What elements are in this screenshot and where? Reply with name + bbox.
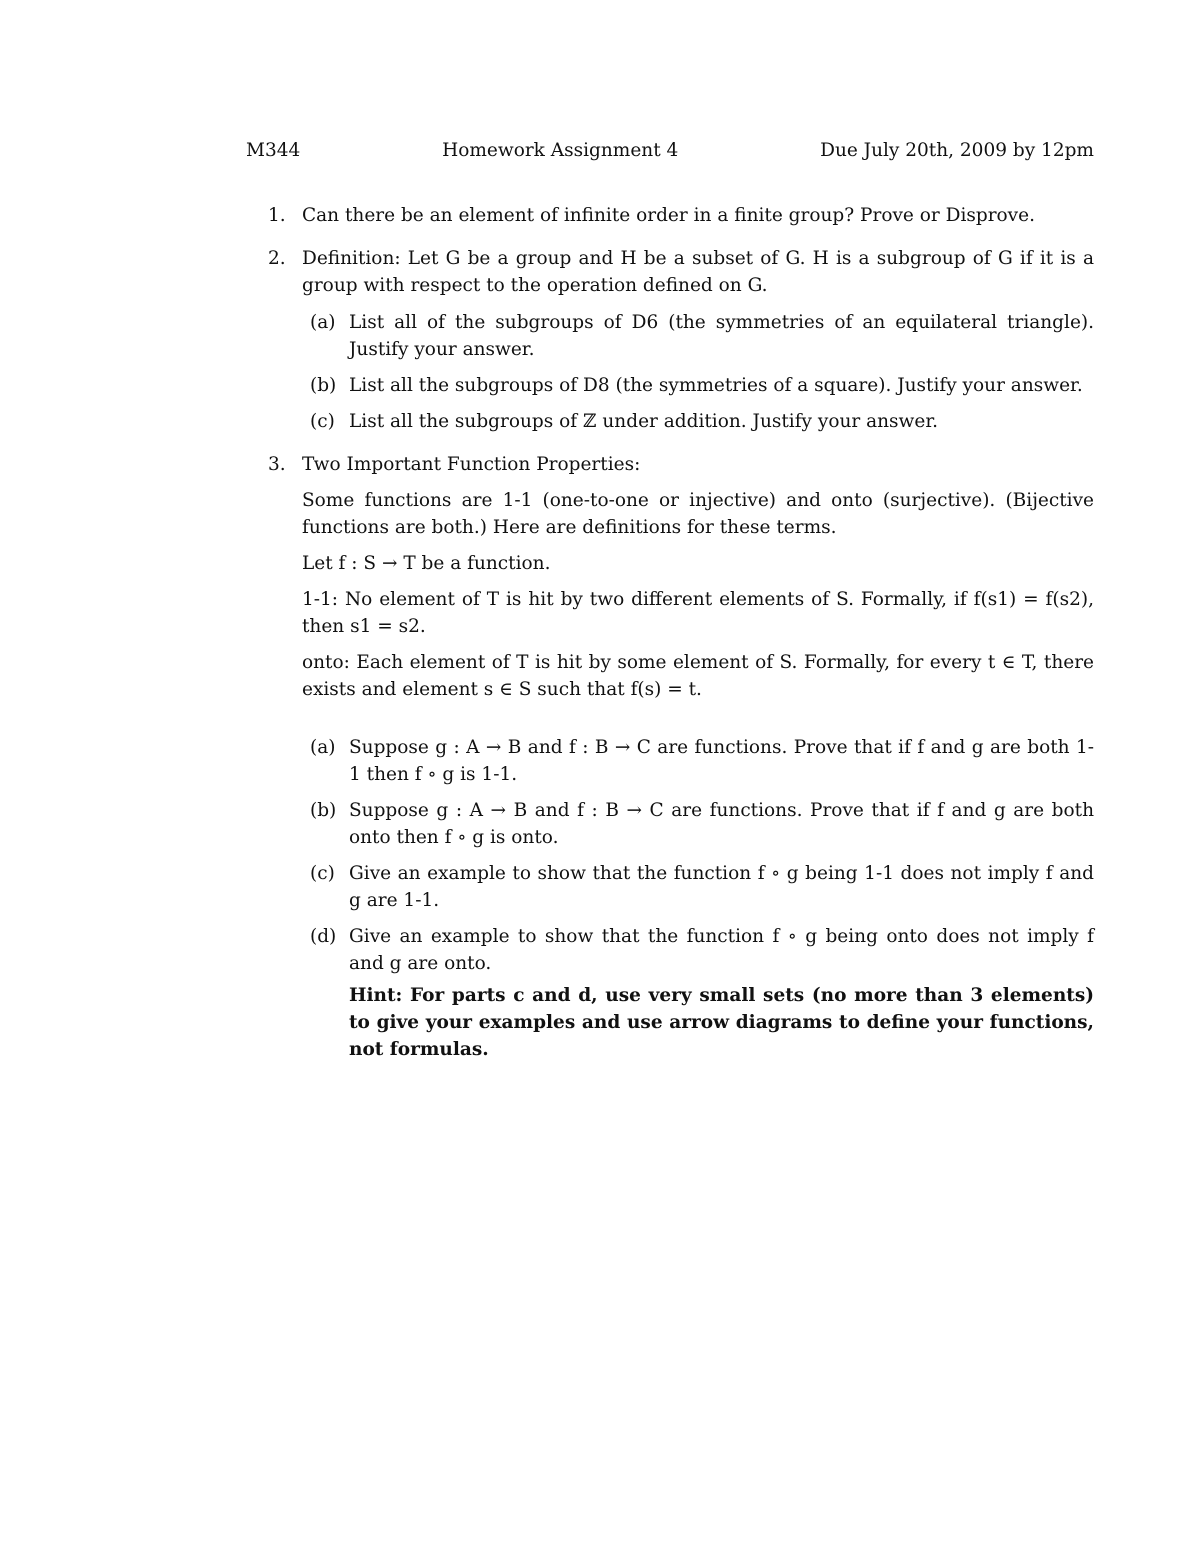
subgroup-definition: Definition: Let G be a group and H be a subset of G. H is a subgroup of G if it is a group with respect to the operation defined on G. (302, 248, 1094, 296)
problem-text: Can there be an element of infinite order in a finite group? Prove or Disprove. (302, 205, 1035, 226)
part-label: (a) (310, 737, 336, 758)
due-date: Due July 20th, 2009 by 12pm (820, 140, 1094, 161)
assignment-title: Homework Assignment 4 (442, 140, 679, 161)
part-text: List all the subgroups of ℤ under addition. Justify your answer. (349, 411, 939, 432)
problem-number: 3. (268, 454, 286, 475)
part-label: (a) (310, 312, 336, 333)
part-c (302, 408, 1094, 435)
part-text: Give an example to show that the function f ∘ g being 1-1 does not imply f and g are 1-1. (349, 863, 1094, 911)
part-text: List all of the subgroups of D6 (the symmetries of an equilateral triangle). Justify your answer. (349, 312, 1094, 360)
part-a (302, 734, 1094, 788)
part-b (302, 797, 1094, 851)
part-text: Suppose g : A → B and f : B → C are functions. Prove that if f and g are both onto then f ∘ g is onto. (349, 800, 1094, 848)
part-text: Suppose g : A → B and f : B → C are functions. Prove that if f and g are both 1-1 then f ∘ g is 1-1. (349, 737, 1094, 785)
homework-sheet (246, 140, 1094, 1072)
problem-number: 1. (268, 205, 286, 226)
definition-onto: onto: Each element of T is hit by some element of S. Formally, for every t ∈ T, there exists and element s ∈ S such that f(s) = t. (302, 652, 1094, 700)
part-label: (b) (310, 800, 337, 821)
part-c (302, 860, 1094, 914)
function-properties-intro: Some functions are 1-1 (one-to-one or injective) and onto (surjective). (Bijective functions are both.) Here are definitions for these terms. (302, 490, 1094, 538)
part-text: List all the subgroups of D8 (the symmetries of a square). Justify your answer. (349, 375, 1083, 396)
page-header (246, 140, 1094, 174)
part-d (302, 923, 1094, 977)
problem-2 (246, 245, 1094, 435)
part-b (302, 372, 1094, 399)
problem-3-parts (302, 734, 1094, 1063)
course-code: M344 (246, 140, 301, 161)
problem-1 (246, 202, 1094, 229)
problem-number: 2. (268, 248, 286, 269)
part-text: Give an example to show that the function f ∘ g being onto does not imply f and g are onto. (349, 926, 1094, 974)
problem-3 (246, 451, 1094, 1063)
hint-text: Hint: For parts c and d, use very small sets (no more than 3 elements) to give your examples and use arrow diagrams to define your functions, not formulas. (349, 985, 1094, 1060)
part-a (302, 309, 1094, 363)
let-function: Let f : S → T be a function. (302, 553, 551, 574)
part-label: (d) (310, 926, 337, 947)
problem-2-parts (302, 309, 1094, 435)
part-label: (c) (310, 411, 335, 432)
definition-one-to-one: 1-1: No element of T is hit by two different elements of S. Formally, if f(s1) = f(s2), then s1 = s2. (302, 589, 1094, 637)
part-label: (b) (310, 375, 337, 396)
problem-title: Two Important Function Properties: (302, 454, 641, 475)
part-label: (c) (310, 863, 335, 884)
